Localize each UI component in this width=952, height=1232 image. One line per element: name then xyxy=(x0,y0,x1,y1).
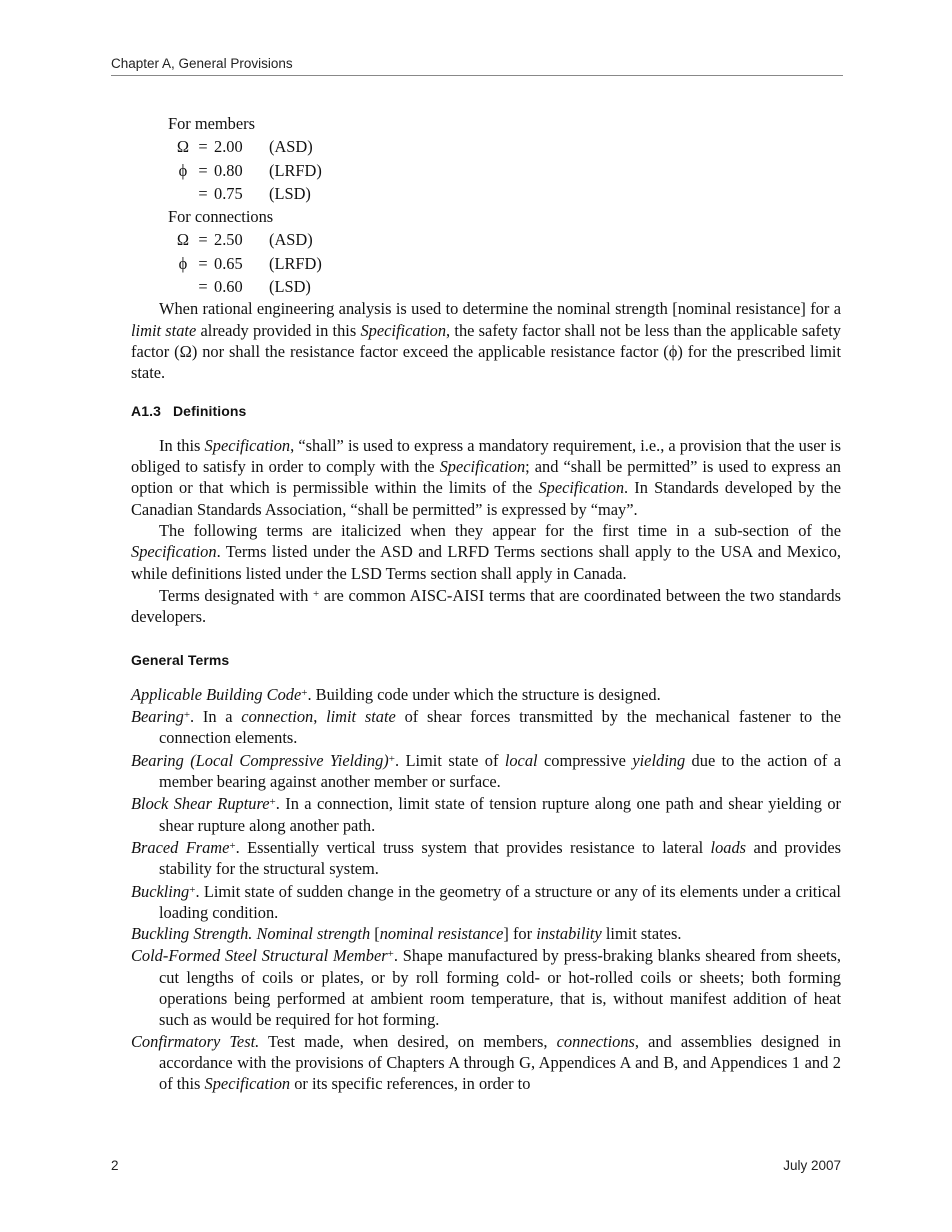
design-method: (LSD) xyxy=(269,183,311,203)
factor-row: ϕ = 0.65 (LRFD) xyxy=(174,252,841,275)
design-method: (LRFD) xyxy=(269,253,322,273)
design-method: (ASD) xyxy=(269,230,313,250)
definitions-paragraph-1: In this Specification, “shall” is used to express a mandatory requirement, i.e., a provision that the user is obliged to satisfy in order to comply with the Specification; and “shall be permitted” is used to express an option or that which is permissible within the limits of the Specification. In Standards developed by the Canadian Standards Association, “shall be permitted” is expressed by “may”. xyxy=(131,435,842,519)
factor-value: 0.80 xyxy=(214,160,243,180)
term-name: Cold-Formed Steel Structural Member xyxy=(131,946,388,966)
running-title: Chapter A, General Provisions xyxy=(111,56,293,71)
general-terms-list xyxy=(131,683,841,1095)
term-name: Applicable Building Code xyxy=(131,684,302,704)
publication-date: July 2007 xyxy=(783,1158,841,1173)
factor-value: 2.00 xyxy=(214,137,243,157)
factor-row: = 0.60 (LSD) xyxy=(174,275,841,298)
rational-analysis-paragraph: When rational engineering analysis is used to determine the nominal strength [nominal resistance] for a limit state already provided in this Specification, the safety factor shall not be less than the applicable safety factor (Ω) nor shall the resistance factor exceed the applicable resistance factor (ϕ) for the prescribed limit state. xyxy=(131,299,841,383)
term-name: Bearing xyxy=(131,707,184,727)
design-method: (LSD) xyxy=(269,277,311,297)
factor-value: 0.60 xyxy=(214,277,243,297)
page-footer xyxy=(111,1158,841,1173)
plus-marker-icon: + xyxy=(189,883,196,896)
term-entry: Applicable Building Code+. Building code under which the structure is designed. xyxy=(131,684,661,704)
connections-factor-rows xyxy=(174,228,841,298)
term-entry: Bearing+. In a connection, limit state of shear forces transmitted by the mechanical fastener to the connection elements. xyxy=(131,707,841,748)
plus-marker-icon: + xyxy=(312,587,320,600)
term-name: Bearing (Local Compressive Yielding) xyxy=(131,750,389,770)
connections-factors xyxy=(168,205,841,228)
factor-value: 0.75 xyxy=(214,183,243,203)
page-number: 2 xyxy=(111,1158,119,1173)
term-name: Buckling xyxy=(131,881,190,901)
factor-value: 0.65 xyxy=(214,253,243,273)
definitions-paragraph-3: Terms designated with + are common AISC-AISI terms that are coordinated between the two standards developers. xyxy=(131,585,841,627)
term-entry: Confirmatory Test. Test made, when desired, on members, connections, and assemblies designed in accordance with the provisions of Chapters A through G, Appendices A and B, and Appendices 1 and 2 of this Specification or its specific references, in order to xyxy=(131,1031,841,1094)
design-method: (ASD) xyxy=(269,137,313,157)
factor-value: 2.50 xyxy=(214,230,243,250)
term-name: Buckling Strength. Nominal strength xyxy=(131,924,371,944)
term-entry: Buckling+. Limit state of sudden change in the geometry of a structure or any of its elements under a critical loading condition. xyxy=(131,881,841,922)
omega-symbol: Ω xyxy=(176,230,190,250)
members-label: For members xyxy=(168,114,255,133)
factor-row: Ω = 2.50 (ASD) xyxy=(174,228,841,251)
term-entry: Buckling Strength. Nominal strength [nominal resistance] for instability limit states. xyxy=(131,924,682,944)
section-title: Definitions xyxy=(172,402,247,419)
term-entry: Bearing (Local Compressive Yielding)+. Limit state of local compressive yielding due to the action of a member bearing against another member or surface. xyxy=(131,750,841,792)
term-name: Confirmatory Test. xyxy=(131,1031,260,1051)
section-heading-definitions xyxy=(131,401,841,422)
plus-marker-icon: + xyxy=(387,948,394,961)
term-entry: Cold-Formed Steel Structural Member+. Shape manufactured by press-braking blanks sheared from sheets, cut lengths of coils or plates, or by roll forming cold- or hot-rolled coils or sheets; both forming operations being performed at ambient room temperature, that is, without manifest addition of heat such as would be required for hot forming. xyxy=(131,946,841,1030)
members-factors xyxy=(168,112,841,135)
plus-marker-icon: + xyxy=(388,752,395,765)
phi-symbol: ϕ xyxy=(178,253,188,273)
design-method: (LRFD) xyxy=(269,160,322,180)
running-header xyxy=(111,56,843,76)
general-terms-heading: General Terms xyxy=(131,651,230,668)
term-name: Braced Frame xyxy=(131,837,230,857)
factor-row: Ω = 2.00 (ASD) xyxy=(174,135,841,158)
term-entry: Braced Frame+. Essentially vertical truss system that provides resistance to lateral loads and provides stability for the structural system. xyxy=(131,837,841,879)
phi-symbol: ϕ xyxy=(178,160,188,180)
connections-label: For connections xyxy=(168,207,274,227)
plus-marker-icon: + xyxy=(183,709,191,722)
members-factor-rows xyxy=(174,135,841,205)
factor-row: = 0.75 (LSD) xyxy=(174,182,841,205)
plus-marker-icon: + xyxy=(229,839,236,852)
page-body xyxy=(131,112,841,1094)
factor-row: ϕ = 0.80 (LRFD) xyxy=(174,159,841,182)
plus-marker-icon: + xyxy=(269,796,276,809)
term-name: Block Shear Rupture xyxy=(131,794,270,814)
definitions-paragraph-2: The following terms are italicized when they appear for the first time in a sub-section of the Specification. Terms listed under the ASD and LRFD Terms sections shall apply to the USA and Mexico, while definitions listed under the LSD Terms section shall apply in Canada. xyxy=(131,521,841,583)
omega-symbol: Ω xyxy=(176,137,190,157)
section-number: A1.3 xyxy=(131,402,161,419)
plus-marker-icon: + xyxy=(301,686,308,699)
term-entry: Block Shear Rupture+. In a connection, limit state of tension rupture along one path and shear yielding or shear rupture along another path. xyxy=(131,794,841,835)
